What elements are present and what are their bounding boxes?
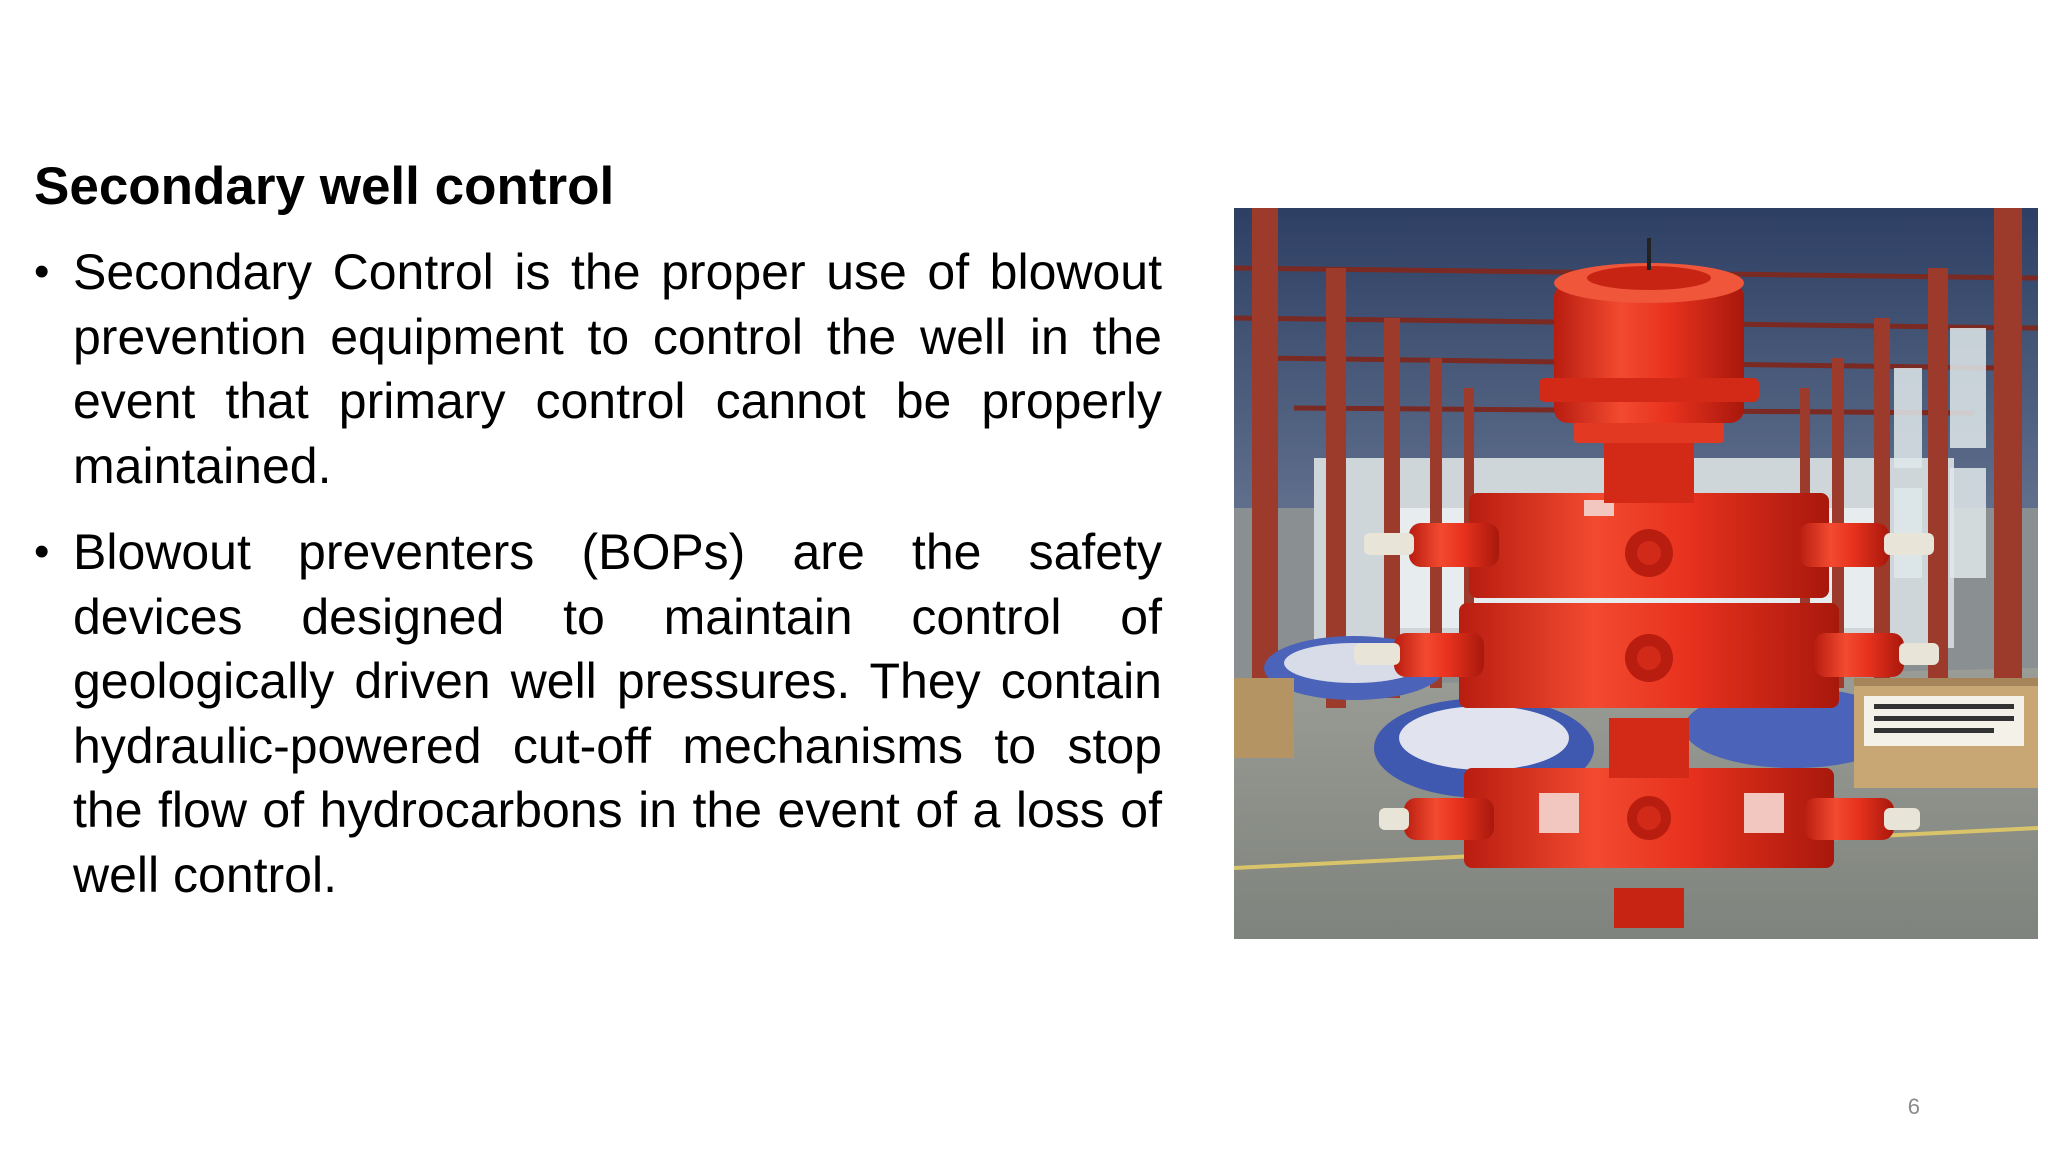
page-number: 6 (1907, 1094, 1920, 1119)
bullet-item-secondary-control (34, 240, 1162, 498)
bullet-text: Blowout preventers (BOPs) are the safety devices designed to maintain control of geologically driven well pressures. They contain hydraulic-powered cut-off mechanisms to stop the flow of hydrocarbons in the event of a loss of well control. (73, 524, 1162, 903)
bullet-list (34, 240, 1162, 929)
bop-photo (1234, 208, 2038, 939)
bop-illustration (1234, 208, 2038, 939)
bullet-icon: • (34, 247, 50, 296)
bullet-text: Secondary Control is the proper use of blowout prevention equipment to control the well in the event that primary control cannot be properly maintained. (73, 244, 1162, 494)
bullet-icon: • (34, 527, 50, 576)
bullet-item-bops (34, 520, 1162, 907)
slide-title: Secondary well control (34, 157, 615, 216)
